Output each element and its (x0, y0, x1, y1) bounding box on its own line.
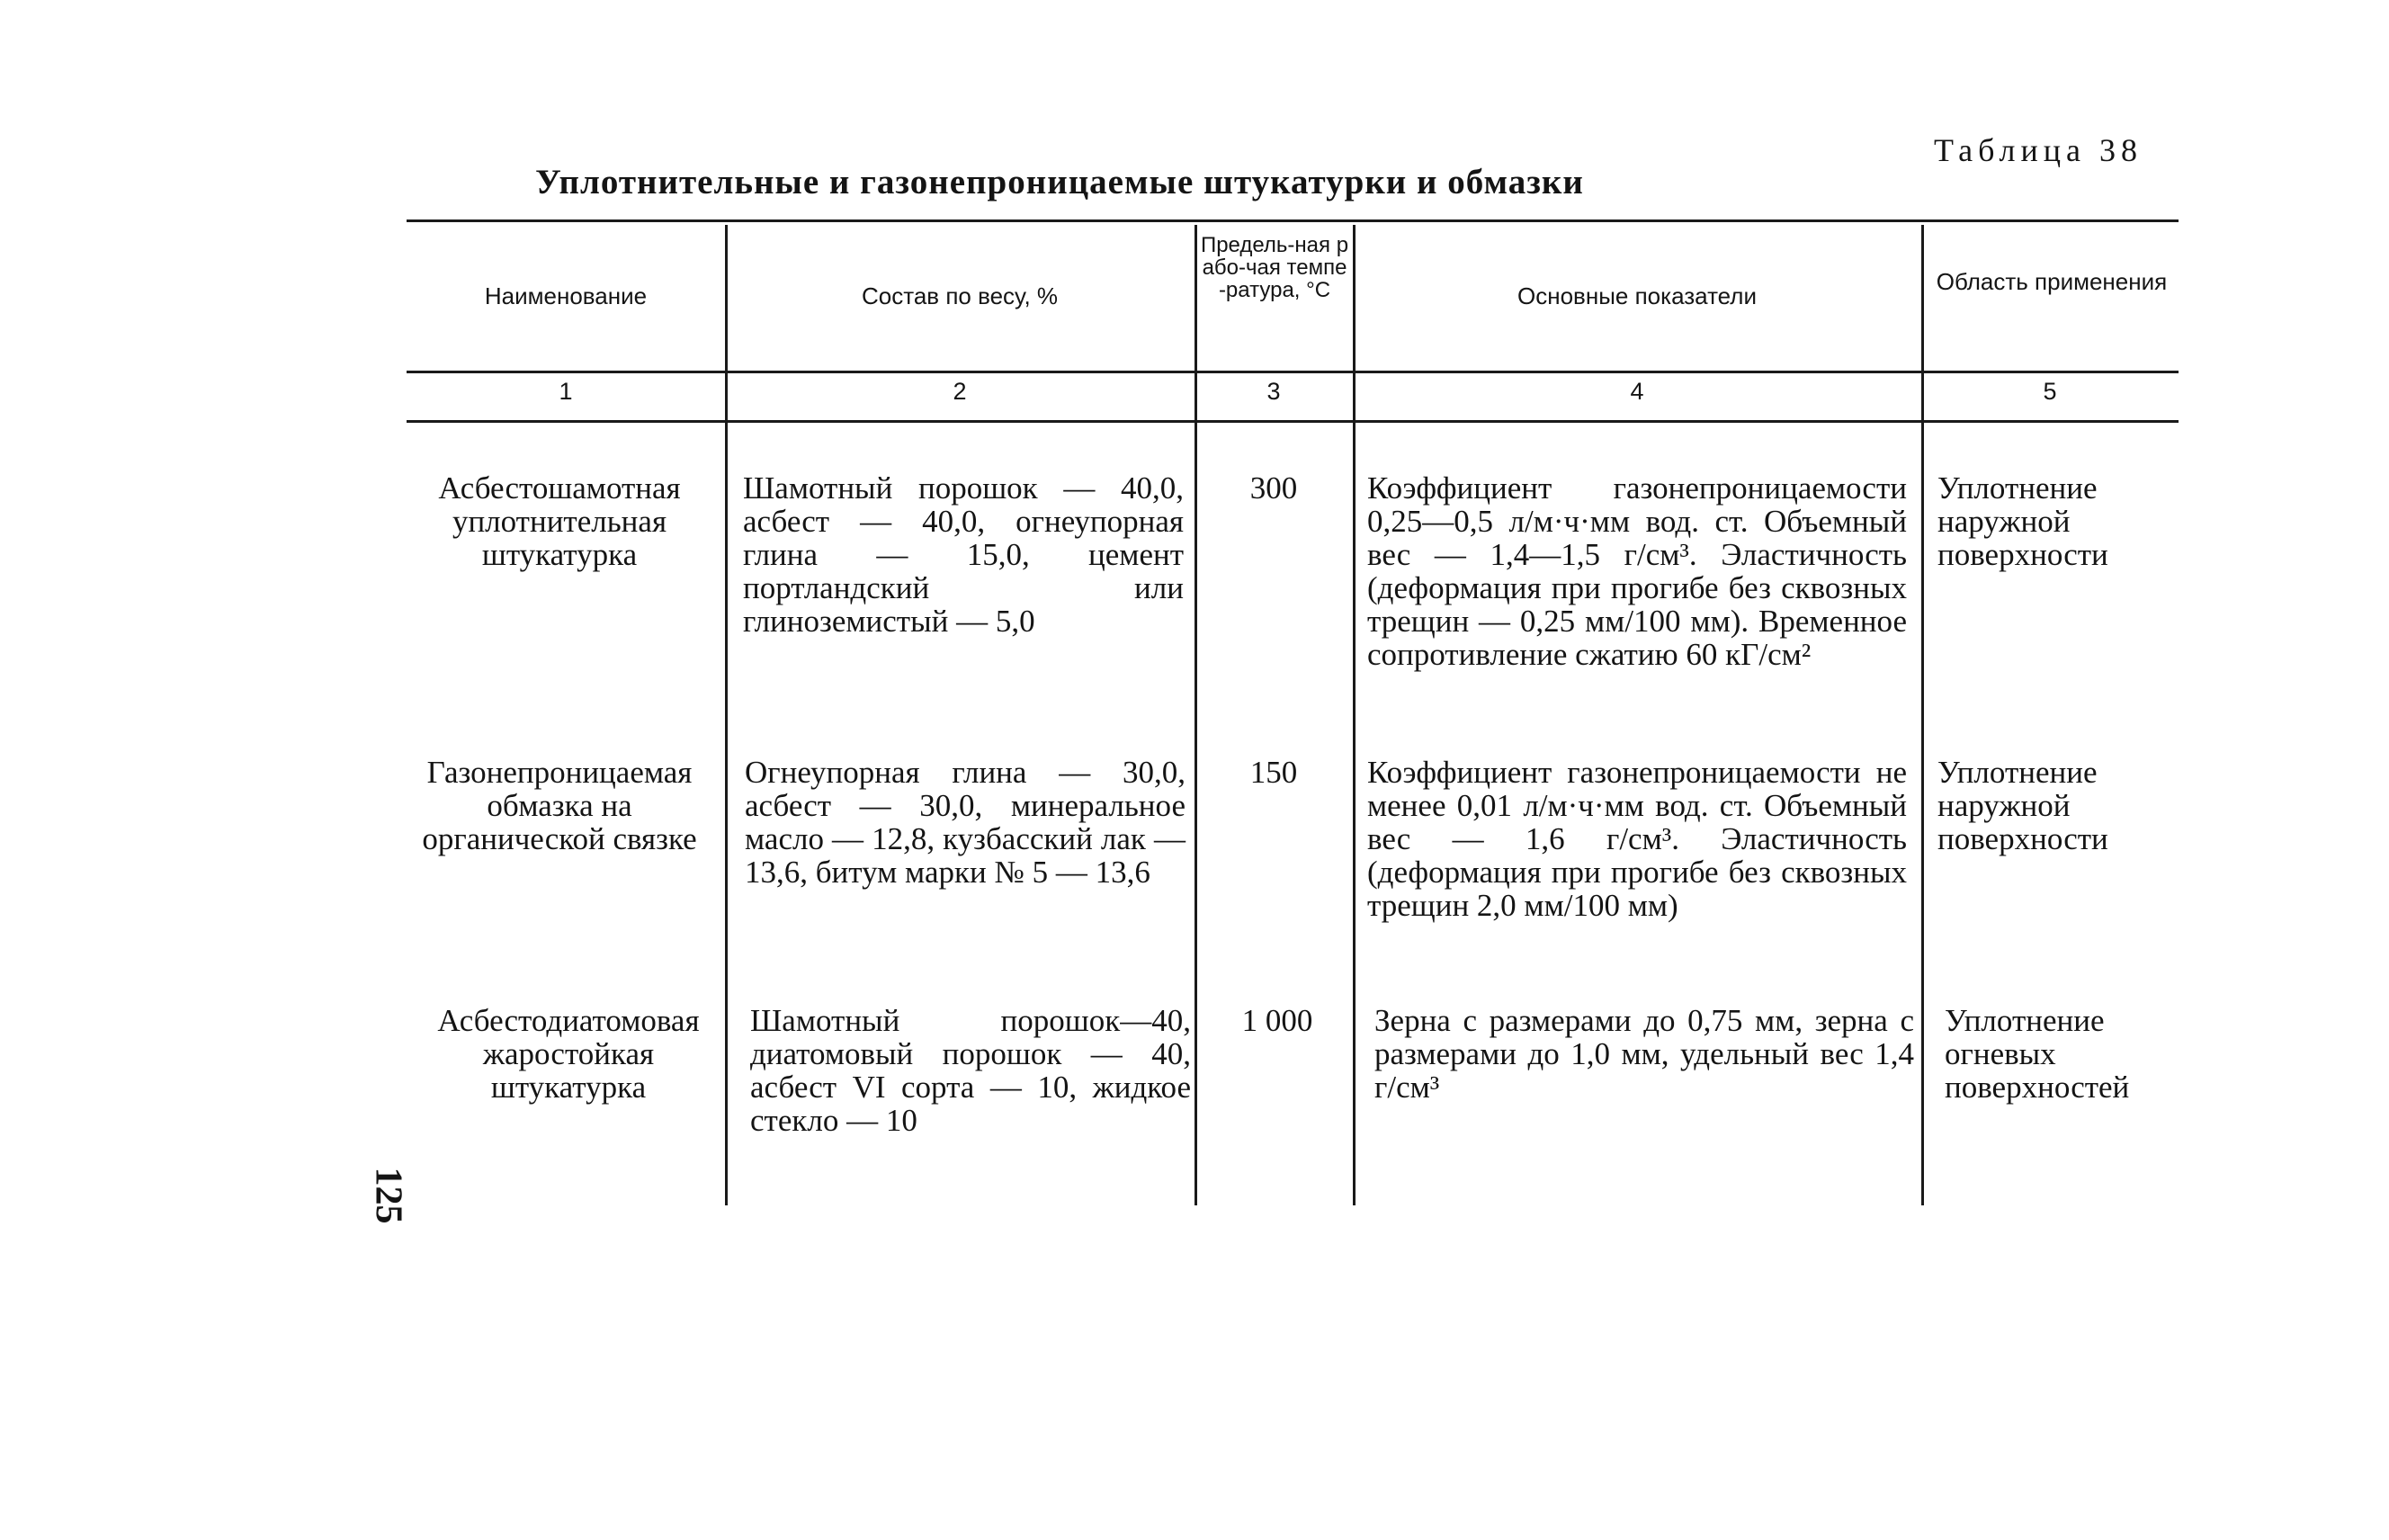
column-divider-4 (1921, 225, 1924, 1205)
header-name: Наименование (484, 282, 648, 309)
row-3-properties: Зерна с размерами до 0,75 мм, зерна с размерами до 1,0 мм, удельный вес 1,4 г/см³ (1374, 1003, 1914, 1105)
column-number-5: 5 (2043, 378, 2057, 405)
row-2-name: Газонепроницаемая обмазка на органической связке (422, 755, 697, 856)
header-application: Область применения (1936, 268, 2168, 295)
top-rule (407, 219, 2179, 222)
row-2-application: Уплотнение наружной поверхности (1937, 755, 2108, 856)
column-divider-3 (1353, 225, 1356, 1205)
row-1-composition: Шамотный порошок — 40,0, асбест — 40,0, огнеупорная глина — 15,0, цемент портландский или глиноземистый — 5,0 (743, 470, 1184, 639)
column-number-2: 2 (953, 378, 967, 405)
row-3-name: Асбестодиатомовая жаростойкая штукатурка (437, 1003, 700, 1105)
numbers-rule (407, 420, 2179, 423)
column-divider-1 (725, 225, 728, 1205)
row-1-properties: Коэффициент газонепроницаемости 0,25—0,5 л/м·ч·мм вод. ст. Объемный вес — 1,4—1,5 г/см³. Эластичность (деформация при прогибе без сквозных трещин — 0,25 мм/100 мм). Временное сопротивление сжатию 60 кГ/см² (1367, 470, 1907, 672)
header-composition: Состав по весу, % (861, 282, 1059, 309)
page-number: 125 (367, 1167, 409, 1224)
column-number-4: 4 (1630, 378, 1644, 405)
column-divider-2 (1194, 225, 1197, 1205)
row-1-name: Асбестошамотная уплотнительная штукатурка (438, 470, 681, 572)
table-label: Таблица 38 (1934, 132, 2143, 168)
row-2-composition: Огнеупорная глина — 30,0, асбест — 30,0, минеральное масло — 12,8, кузбасский лак — 13,6, битум марки № 5 — 13,6 (745, 755, 1186, 890)
row-3-temperature: 1 000 (1241, 1003, 1313, 1038)
row-1-temperature: 300 (1249, 470, 1298, 506)
row-2-temperature: 150 (1249, 755, 1298, 790)
column-number-3: 3 (1266, 378, 1281, 405)
row-3-application: Уплотнение огневых поверхностей (1945, 1003, 2130, 1105)
header-properties: Основные показатели (1517, 282, 1757, 309)
column-number-1: 1 (559, 378, 573, 405)
header-temperature: Предель-ная рабо-чая темпе-ратура, °C (1200, 233, 1349, 302)
header-rule (407, 371, 2179, 373)
table-title: Уплотнительные и газонепроницаемые штукатурки и обмазки (535, 163, 1584, 201)
row-3-composition: Шамотный порошок—40, диатомовый порошок — 40, асбест VI сорта — 10, жидкое стекло — 10 (750, 1003, 1191, 1138)
row-1-application: Уплотнение наружной поверхности (1937, 470, 2108, 572)
row-2-properties: Коэффициент газонепроницаемости не менее 0,01 л/м·ч·мм вод. ст. Объемный вес — 1,6 г/см³. Эластичность (деформация при прогибе без сквозных трещин 2,0 мм/100 мм) (1367, 755, 1907, 923)
